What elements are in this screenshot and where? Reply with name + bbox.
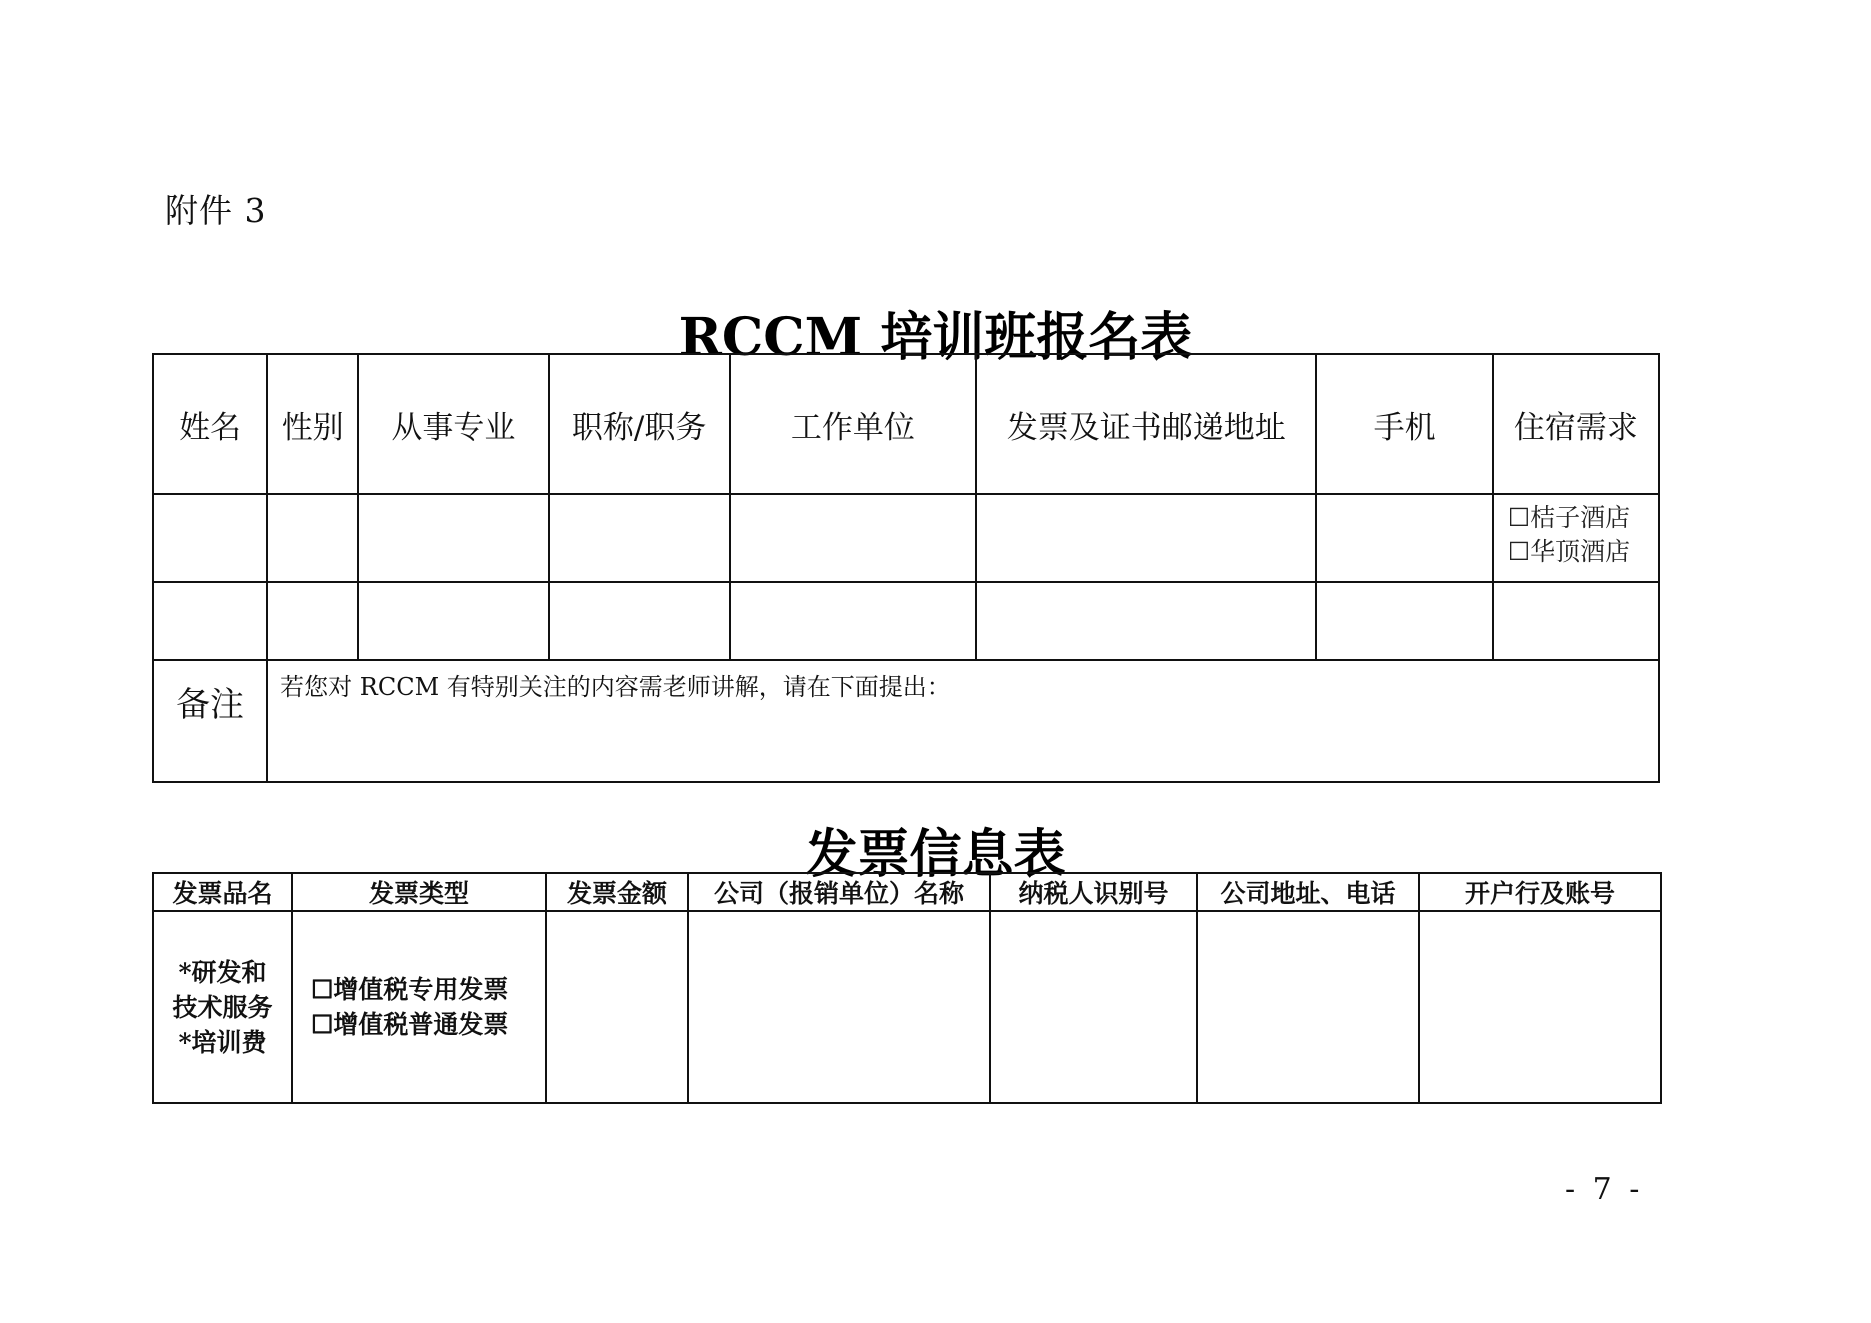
phone-cell[interactable] (1316, 582, 1492, 660)
hotel-option-checkbox[interactable]: ☐华顶酒店 (1507, 537, 1631, 566)
remark-field[interactable]: 若您对 RCCM 有特别关注的内容需老师讲解，请在下面提出： (267, 660, 1659, 782)
header-invoice-type: 发票类型 (292, 873, 546, 911)
phone-cell[interactable] (1316, 494, 1492, 582)
invoice-type-cell (292, 911, 546, 1103)
header-accommodation: 住宿需求 (1493, 354, 1659, 494)
work-unit-cell[interactable] (730, 582, 976, 660)
profession-cell[interactable] (358, 494, 548, 582)
invoice-title: 发票信息表 (805, 824, 1066, 885)
attachment-label: 附件 3 (165, 191, 267, 230)
remark-row (153, 660, 1659, 782)
title-position-cell[interactable] (549, 582, 730, 660)
gender-cell[interactable] (267, 582, 358, 660)
header-mailing-address: 发票及证书邮递地址 (976, 354, 1316, 494)
registration-header-row (153, 354, 1659, 494)
invoice-table (152, 872, 1662, 1104)
item-name-line: *研发和 (178, 957, 267, 987)
mailing-address-cell[interactable] (976, 582, 1316, 660)
registration-row (153, 494, 1659, 582)
header-phone: 手机 (1316, 354, 1492, 494)
mailing-address-cell[interactable] (976, 494, 1316, 582)
invoice-amount-cell[interactable] (546, 911, 688, 1103)
name-cell[interactable] (153, 494, 267, 582)
invoice-type-checkbox[interactable]: ☐增值税专用发票 (311, 975, 509, 1004)
header-invoice-amount: 发票金额 (546, 873, 688, 911)
title-position-cell[interactable] (549, 494, 730, 582)
item-name-line: *培训费 (178, 1027, 267, 1057)
header-item-name: 发票品名 (153, 873, 292, 911)
registration-title: RCCM 培训班报名表 (678, 307, 1193, 368)
gender-cell[interactable] (267, 494, 358, 582)
header-title-position: 职称/职务 (549, 354, 730, 494)
header-bank-account: 开户行及账号 (1419, 873, 1661, 911)
tax-id-cell[interactable] (990, 911, 1197, 1103)
hotel-option-checkbox[interactable]: ☐桔子酒店 (1507, 503, 1631, 532)
invoice-header-row (153, 873, 1661, 911)
header-name: 姓名 (153, 354, 267, 494)
header-work-unit: 工作单位 (730, 354, 976, 494)
invoice-type-checkbox[interactable]: ☐增值税普通发票 (311, 1010, 509, 1039)
name-cell[interactable] (153, 582, 267, 660)
company-address-phone-cell[interactable] (1197, 911, 1419, 1103)
company-name-cell[interactable] (688, 911, 990, 1103)
profession-cell[interactable] (358, 582, 548, 660)
bank-account-cell[interactable] (1419, 911, 1661, 1103)
item-name-cell (153, 911, 292, 1103)
invoice-row (153, 911, 1661, 1103)
registration-table (152, 353, 1660, 783)
header-gender: 性别 (267, 354, 358, 494)
accommodation-cell[interactable] (1493, 582, 1659, 660)
accommodation-cell (1493, 494, 1659, 582)
page-number: - 7 - (1565, 1172, 1644, 1207)
item-name-line: 技术服务 (172, 992, 273, 1022)
header-tax-id: 纳税人识别号 (990, 873, 1197, 911)
header-company-address-phone: 公司地址、电话 (1197, 873, 1419, 911)
header-profession: 从事专业 (358, 354, 548, 494)
registration-row (153, 582, 1659, 660)
work-unit-cell[interactable] (730, 494, 976, 582)
remark-label: 备注 (153, 660, 267, 782)
header-company-name: 公司（报销单位）名称 (688, 873, 990, 911)
